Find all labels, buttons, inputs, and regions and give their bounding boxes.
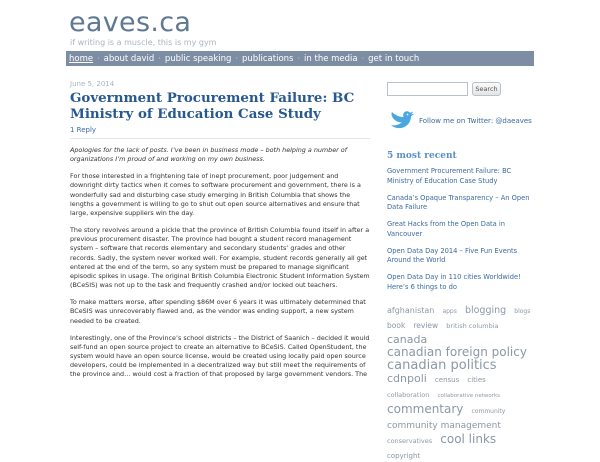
recent-post-link[interactable]: Open Data Day 2014 – Five Fun Events Around the World — [387, 246, 518, 265]
list-item — [387, 194, 537, 213]
tag-link[interactable]: conservatives — [387, 437, 433, 445]
tag-cloud — [387, 302, 537, 462]
post-paragraph: For those interested in a frightening tale of inept procurement, poor judgement and downright dirty tactics when it comes to software procurement and government, there is a wonderfully sad and disturbing case study emerging in British Columbia that shows the lengths a government is willing to go to shut out open source alternatives and ensure that large, expensive suppliers win the day. — [70, 172, 361, 218]
tag-link[interactable]: blogging — [464, 305, 507, 316]
site-tagline: if writing is a muscle, this is my gym — [70, 38, 217, 47]
nav-item-home[interactable]: home — [69, 53, 94, 64]
post-title[interactable]: Government Procurement Failure: BC Ministry of Education Case Study — [70, 90, 355, 122]
tag-link[interactable]: canadian politics — [387, 358, 497, 373]
tag-link[interactable]: copyright — [387, 452, 421, 460]
post-paragraph: To make matters worse, after spending $86M over 6 years it was ultimately determined that BCeSIS was unrecoverably flawed and, as the vendor was ending support, a new system needed to be created. — [70, 298, 366, 325]
tag-link[interactable]: book — [387, 321, 406, 330]
tag-link[interactable]: cool links — [440, 432, 497, 446]
nav-item-public-speaking[interactable]: public speaking — [164, 53, 232, 64]
recent-posts-list — [387, 167, 537, 300]
list-item — [387, 247, 537, 266]
reply-link[interactable]: 1 Reply — [70, 126, 97, 134]
tag-link[interactable]: cdnpoli — [387, 372, 427, 385]
nav-separator: · — [297, 54, 301, 63]
tag-link[interactable]: community — [471, 408, 506, 415]
post-paragraph: Apologies for the lack of posts. I’ve been in business mode – both helping a number of organizations I’m proud of and working on my own business. — [70, 146, 347, 164]
tag-link[interactable]: collaboration — [387, 391, 430, 399]
tag-link[interactable]: community management — [387, 421, 501, 431]
tag-link[interactable]: canadian foreign policy — [387, 345, 527, 359]
search-input[interactable] — [387, 82, 468, 96]
tag-link[interactable]: cities — [467, 376, 486, 384]
post-paragraph: The story revolves around a pickle that the province of British Columbia found itself in after a previous procurement disaster. The province had bought a student record management system – software that records elementary and secondary students’ grades and other records. Sadly, the system never worked well. For example, student records generally all get entered at the end of the term, so any system must be prepared to manage significant episodic spikes in usage. The original British Columbia Electronic Student Information System (BCeSIS) was not up to the task and frequently crashed and/or locked out teachers. — [70, 226, 370, 290]
nav-item-in-the-media[interactable]: in the media — [304, 53, 358, 64]
recent-post-link[interactable]: Open Data Day in 110 cities Worldwide! Here’s 6 things to do — [387, 273, 521, 291]
recent-post-link[interactable]: Government Procurement Failure: BC Ministry of Education Case Study — [387, 167, 512, 185]
nav-item-get-in-touch[interactable]: get in touch — [368, 53, 420, 64]
tag-link[interactable]: review — [413, 321, 439, 330]
nav-separator: · — [235, 54, 238, 63]
main-navigation — [66, 51, 534, 66]
tag-link[interactable]: census — [434, 376, 460, 384]
tag-link[interactable]: british columbia — [446, 322, 499, 330]
tag-link[interactable]: afghanistan — [387, 306, 435, 315]
tag-link[interactable]: collaborative networks — [437, 393, 501, 399]
nav-separator: · — [97, 54, 100, 63]
post-paragraph: Interestingly, one of the Province’s school districts – the District of Saanich – decided it would self-fund an open source project to create an alternative to BCeSIS. Called OpenStudent, the system would have an open source license, would be created using locally paid open source developers, could be implemented in a decentralized way but still meet the requirements of the province and… would cost a fraction of that proposed by large government vendors. The — [70, 333, 370, 379]
nav-separator: · — [361, 54, 365, 63]
list-item — [387, 167, 537, 186]
twitter-bird-icon[interactable] — [389, 108, 415, 132]
recent-posts-heading: 5 most recent — [387, 151, 457, 161]
search-button[interactable]: Search — [472, 82, 501, 96]
nav-item-about-david[interactable]: about david — [103, 53, 155, 64]
recent-post-link[interactable]: Canada’s Opaque Transparency – An Open Data Failure — [387, 193, 530, 212]
tag-link[interactable]: blogs — [514, 308, 531, 315]
nav-item-publications[interactable]: publications — [241, 53, 294, 64]
recent-post-link[interactable]: Great Hacks from the Open Data in Vancouver — [387, 220, 505, 238]
post-divider — [70, 138, 370, 139]
post-body — [70, 146, 370, 387]
tag-link[interactable]: canada — [387, 333, 428, 346]
nav-separator: · — [158, 54, 161, 63]
list-item — [387, 273, 537, 292]
twitter-follow-link[interactable]: Follow me on Twitter: @daeaves — [419, 117, 532, 125]
tag-link[interactable]: apps — [442, 308, 457, 315]
tag-link[interactable]: commentary — [387, 402, 464, 416]
post-date: June 5, 2014 — [70, 80, 115, 88]
site-title[interactable]: eaves.ca — [69, 7, 192, 38]
list-item — [387, 220, 537, 239]
